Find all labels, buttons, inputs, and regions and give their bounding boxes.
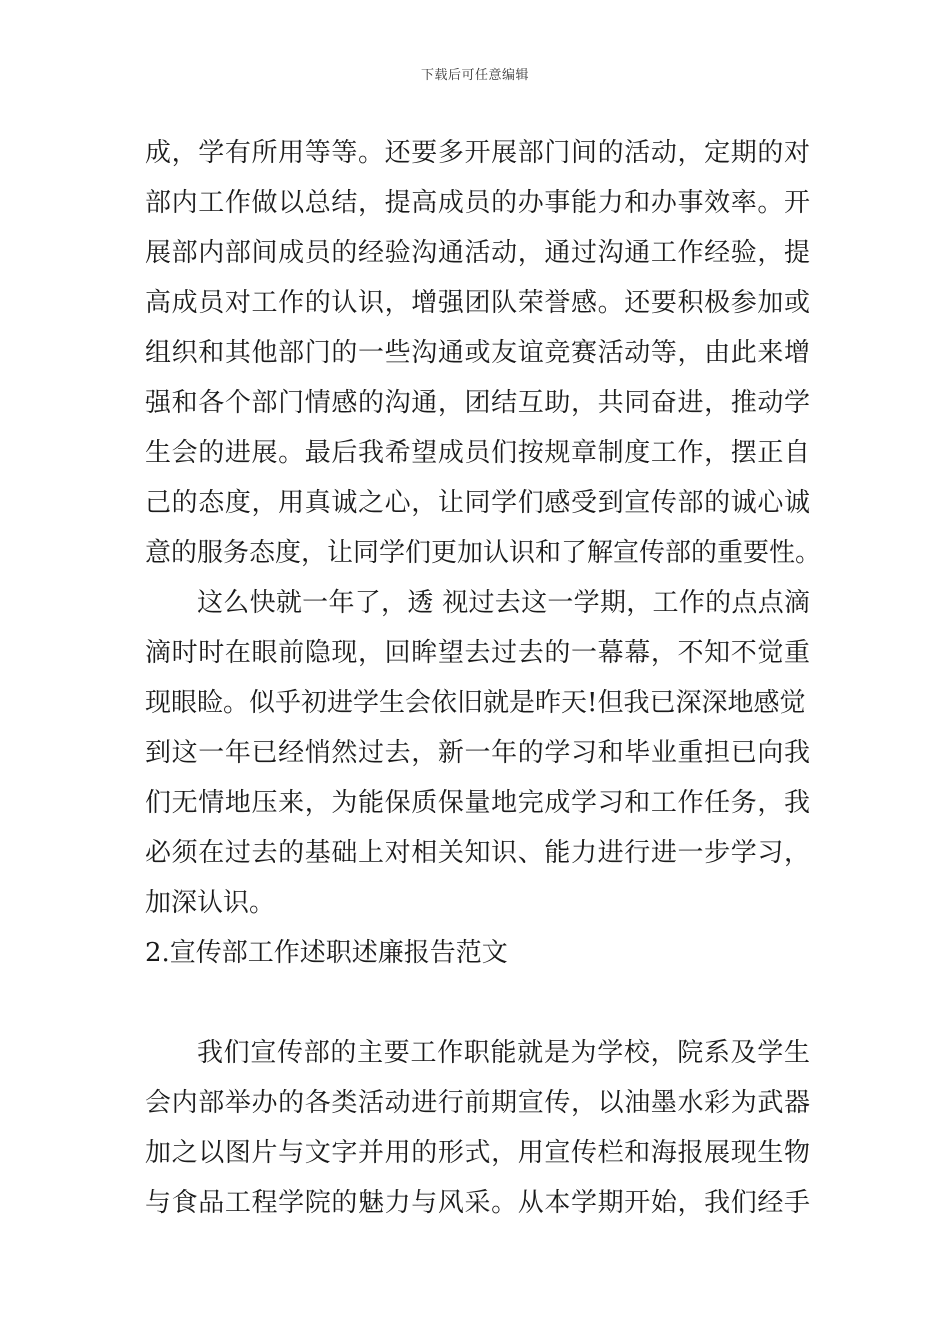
text-line: 成，学有所用等等。还要多开展部门间的活动，定期的对 [145,138,810,168]
text-line: 滴时时在眼前隐现，回眸望去过去的一幕幕，不知不觉重 [145,638,810,668]
paragraph-1 [145,128,822,578]
section-heading: 2.宣传部工作述职述廉报告范文 [145,938,508,968]
text-line: 部内工作做以总结，提高成员的办事能力和办事效率。开 [145,188,810,218]
text-line: 意的服务态度，让同学们更加认识和了解宣传部的重要性。 [145,538,822,568]
paragraph-3 [145,1028,810,1228]
text-line: 生会的进展。最后我希望成员们按规章制度工作，摆正自 [145,438,810,468]
text-line: 与食品工程学院的魅力与风采。从本学期开始，我们经手 [145,1188,810,1218]
text-line: 展部内部间成员的经验沟通活动，通过沟通工作经验，提 [145,238,810,268]
text-line: 加之以图片与文字并用的形式，用宣传栏和海报展现生物 [145,1138,810,1168]
text-line: 组织和其他部门的一些沟通或友谊竞赛活动等，由此来增 [145,338,810,368]
blank-gap [145,978,810,1028]
text-line: 会内部举办的各类活动进行前期宣传，以油墨水彩为武器 [145,1088,810,1118]
text-line: 这么快就一年了，透 视过去这一学期，工作的点点滴 [197,588,810,618]
page-header: 下载后可任意编辑 [420,68,529,83]
paragraph-2 [145,578,810,928]
text-line: 到这一年已经悄然过去，新一年的学习和毕业重担已向我 [145,738,810,768]
text-line: 我们宣传部的主要工作职能就是为学校，院系及学生 [197,1038,810,1068]
text-line: 必须在过去的基础上对相关知识、能力进行进一步学习， [145,838,810,868]
text-line: 己的态度，用真诚之心，让同学们感受到宣传部的诚心诚 [145,488,810,518]
text-line: 加深认识。 [145,888,276,918]
text-line: 强和各个部门情感的沟通，团结互助，共同奋进，推动学 [145,388,810,418]
text-line: 们无情地压来，为能保质保量地完成学习和工作任务，我 [145,788,810,818]
text-line: 高成员对工作的认识，增强团队荣誉感。还要积极参加或 [145,288,810,318]
text-line: 现眼睑。似乎初进学生会依旧就是昨天!但我已深深地感觉 [145,688,806,718]
document-body [145,128,822,1228]
